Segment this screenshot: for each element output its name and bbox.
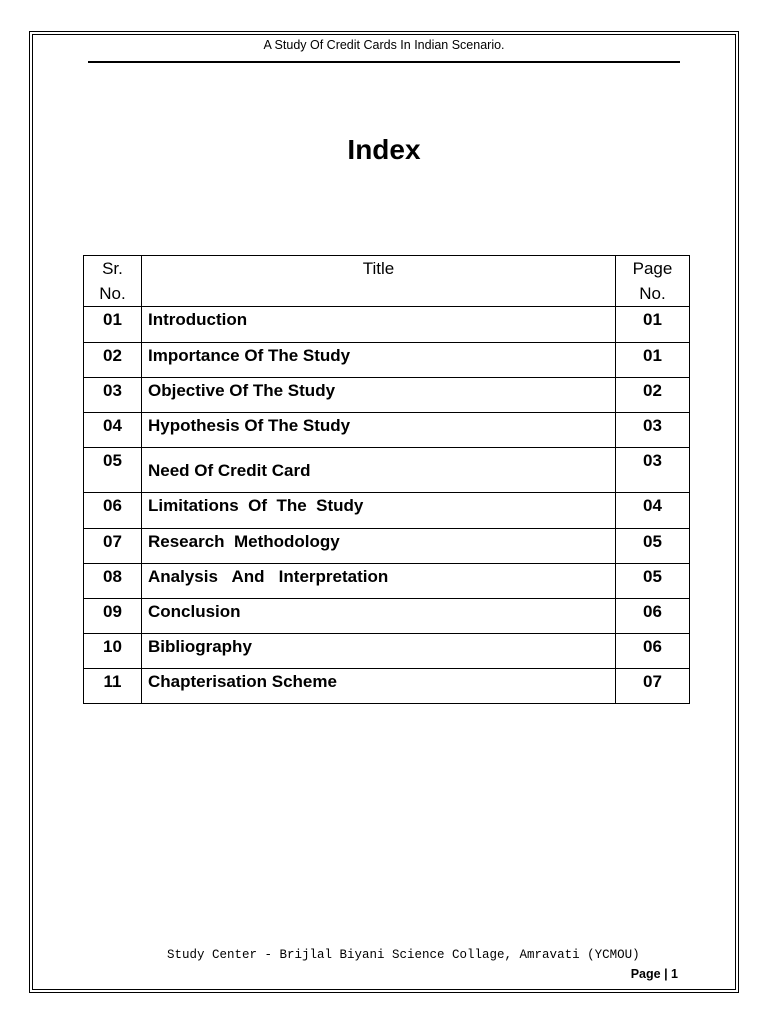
row-page-no: 06 <box>616 634 690 669</box>
row-title: Chapterisation Scheme <box>142 669 616 704</box>
row-title: Need Of Credit Card <box>142 448 616 493</box>
table-row <box>84 413 690 448</box>
footer-study-center: Study Center - Brijlal Biyani Science Collage, Amravati (YCMOU) <box>167 948 640 962</box>
row-page-no: 05 <box>616 564 690 599</box>
row-title: Bibliography <box>142 634 616 669</box>
row-title: Limitations Of The Study <box>142 493 616 529</box>
table-row <box>84 307 690 343</box>
header-title: Title <box>142 256 616 307</box>
row-title: Importance Of The Study <box>142 343 616 378</box>
row-page-no: 01 <box>616 343 690 378</box>
table-row <box>84 669 690 704</box>
table-row <box>84 564 690 599</box>
row-page-no: 01 <box>616 307 690 343</box>
row-sr-no: 10 <box>84 634 142 669</box>
row-page-no: 06 <box>616 599 690 634</box>
table-row <box>84 378 690 413</box>
row-title: Introduction <box>142 307 616 343</box>
row-page-no: 03 <box>616 413 690 448</box>
row-sr-no: 09 <box>84 599 142 634</box>
row-sr-no: 01 <box>84 307 142 343</box>
table-row <box>84 529 690 564</box>
row-sr-no: 04 <box>84 413 142 448</box>
page-title: Index <box>347 134 421 165</box>
footer-page-number: Page | 1 <box>630 967 678 981</box>
row-title: Conclusion <box>142 599 616 634</box>
index-table <box>83 255 690 704</box>
row-page-no: 07 <box>616 669 690 704</box>
row-title: Analysis And Interpretation <box>142 564 616 599</box>
row-sr-no: 03 <box>84 378 142 413</box>
table-row <box>84 634 690 669</box>
row-sr-no: 07 <box>84 529 142 564</box>
header-page-no <box>616 256 690 307</box>
running-header: A Study Of Credit Cards In Indian Scenario. <box>263 38 505 52</box>
row-sr-no: 11 <box>84 669 142 704</box>
row-title: Objective Of The Study <box>142 378 616 413</box>
header-sr-line1: Sr. <box>102 259 123 278</box>
table-row <box>84 343 690 378</box>
table-row <box>84 448 690 493</box>
header-sr-no <box>84 256 142 307</box>
row-sr-no: 05 <box>84 448 142 493</box>
table-header-row <box>84 256 690 307</box>
row-title: Hypothesis Of The Study <box>142 413 616 448</box>
table-body <box>84 307 690 704</box>
table-row <box>84 599 690 634</box>
header-sr-line2: No. <box>99 284 126 303</box>
row-title: Research Methodology <box>142 529 616 564</box>
row-sr-no: 02 <box>84 343 142 378</box>
table-row <box>84 493 690 529</box>
row-sr-no: 08 <box>84 564 142 599</box>
header-page-line1: Page <box>632 259 673 278</box>
row-page-no: 05 <box>616 529 690 564</box>
row-page-no: 04 <box>616 493 690 529</box>
header-rule <box>88 61 680 63</box>
row-sr-no: 06 <box>84 493 142 529</box>
row-page-no: 03 <box>616 448 690 493</box>
row-page-no: 02 <box>616 378 690 413</box>
header-page-line2: No. <box>639 284 666 303</box>
